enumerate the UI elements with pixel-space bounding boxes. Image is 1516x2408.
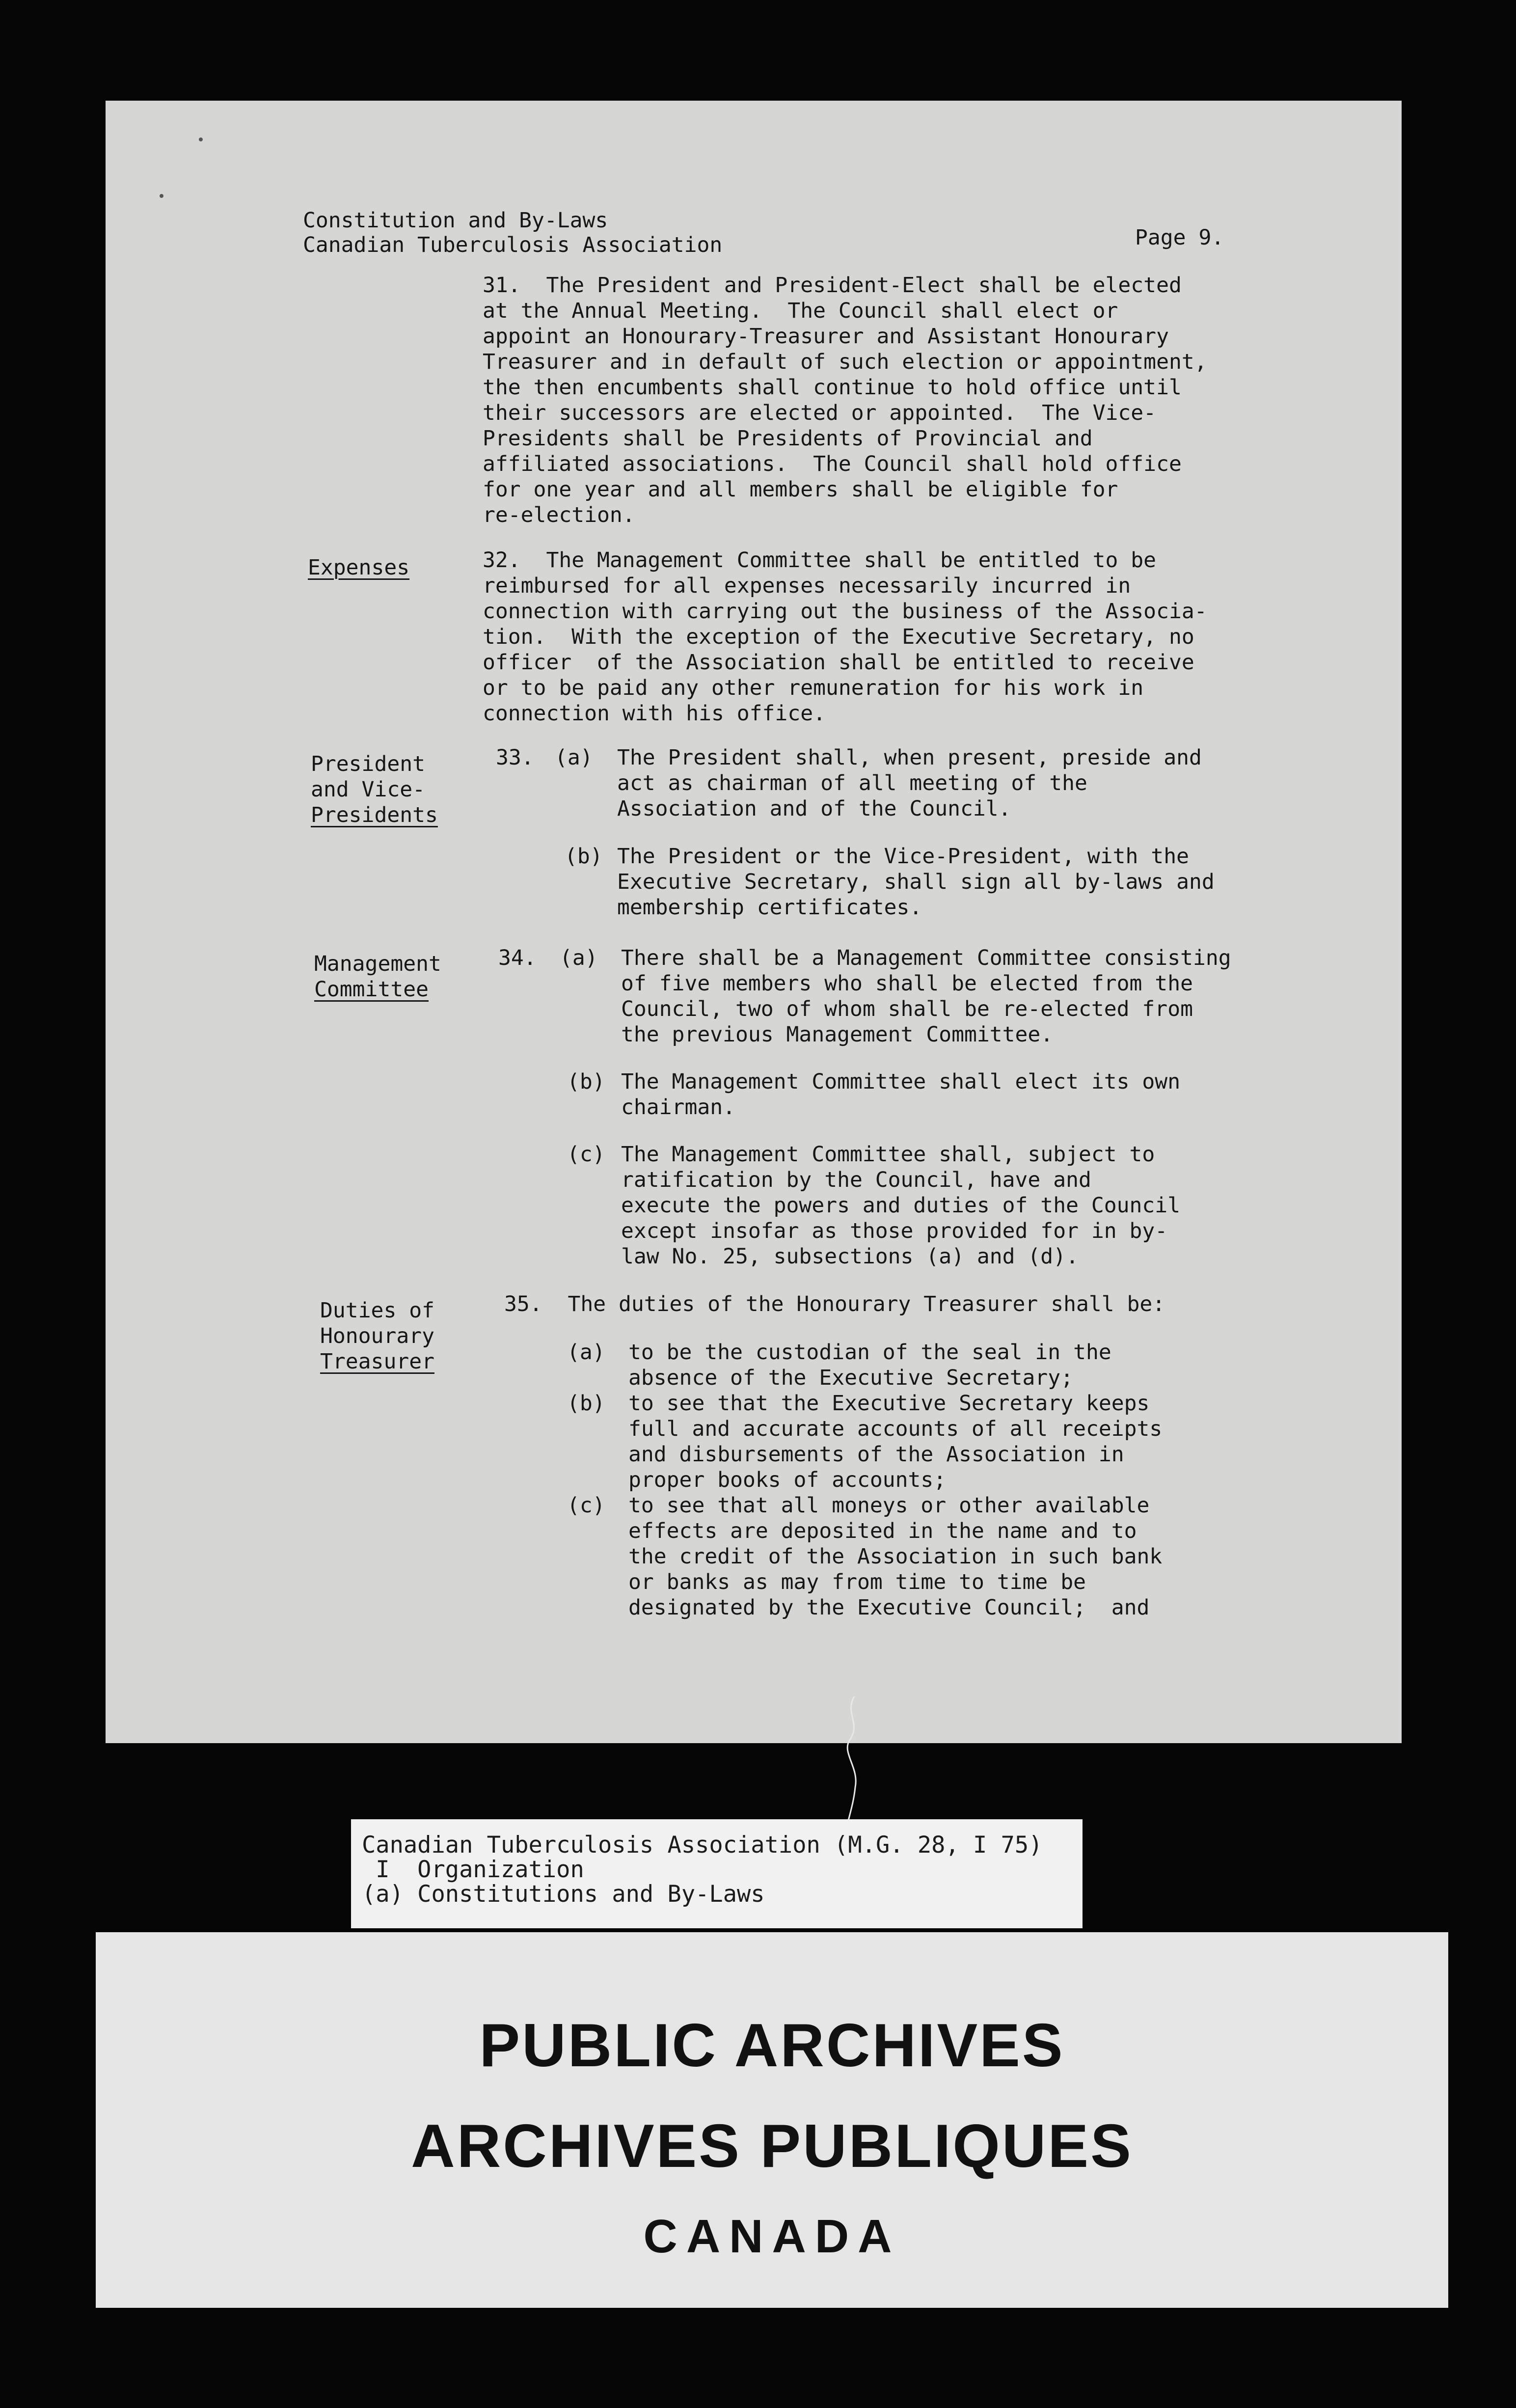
s35-c-mark: (c) — [567, 1493, 605, 1518]
s32-line: 32. The Management Committee shall be entitled to be — [483, 548, 1157, 573]
s34-a-line: of five members who shall be elected from the — [621, 971, 1193, 996]
margin-label-management: Management — [314, 952, 441, 976]
catalog-line: Canadian Tuberculosis Association (M.G. 28, I 75) — [362, 1832, 1043, 1859]
margin-label-duties: Duties of — [320, 1298, 434, 1323]
s35-a-line: to be the custodian of the seal in the — [628, 1340, 1111, 1365]
s35-c-line: the credit of the Association in such bank — [628, 1544, 1163, 1569]
s34-c-line: ratification by the Council, have and — [621, 1168, 1091, 1192]
s32-line: or to be paid any other remuneration for his work in — [483, 676, 1144, 700]
archives-title-en: PUBLIC ARCHIVES — [479, 2012, 1065, 2080]
s31-line: the then encumbents shall continue to hold office until — [483, 375, 1182, 400]
margin-label-duties: Treasurer — [320, 1349, 434, 1374]
s34-a-mark: (a) — [560, 946, 598, 970]
margin-label-president: and Vice- — [311, 777, 425, 802]
s32-line: tion. With the exception of the Executive Secretary, no — [483, 625, 1194, 649]
s35-b-line: full and accurate accounts of all receipts — [628, 1417, 1163, 1441]
s34-a-line: There shall be a Management Committee consisting — [621, 946, 1231, 970]
s33-a-line: act as chairman of all meeting of the — [617, 771, 1087, 795]
s34-c-line: law No. 25, subsections (a) and (d). — [621, 1244, 1079, 1269]
margin-label-duties: Honourary — [320, 1324, 434, 1348]
s31-line: for one year and all members shall be eligible for — [483, 477, 1118, 502]
s31-line: at the Annual Meeting. The Council shall elect or — [483, 299, 1118, 323]
s34-c-line: execute the powers and duties of the Council — [621, 1193, 1181, 1218]
s34-number: 34. — [498, 946, 537, 970]
s35-c-line: effects are deposited in the name and to — [628, 1519, 1137, 1543]
s34-a-line: Council, two of whom shall be re-elected from — [621, 997, 1193, 1021]
s31-line: 31. The President and President-Elect shall be elected — [483, 273, 1182, 298]
speck — [160, 194, 163, 198]
s35-b-line: and disbursements of the Association in — [628, 1442, 1124, 1467]
s32-line: connection with carrying out the business of the Associa- — [483, 599, 1207, 624]
s31-line: re-election. — [483, 503, 635, 527]
speck — [199, 137, 203, 141]
s35-a-mark: (a) — [567, 1340, 605, 1365]
s33-b-line: Executive Secretary, shall sign all by-laws and — [617, 870, 1215, 894]
s34-c-line: The Management Committee shall, subject to — [621, 1142, 1155, 1167]
margin-label-president: Presidents — [311, 803, 438, 827]
s32-line: reimbursed for all expenses necessarily incurred in — [483, 574, 1131, 598]
s31-line: affiliated associations. The Council shall hold office — [483, 452, 1182, 476]
s35-b-line: proper books of accounts; — [628, 1468, 947, 1492]
page-number: Page 9. — [1135, 225, 1224, 250]
margin-label-president: President — [311, 752, 425, 776]
s31-line: appoint an Honourary-Treasurer and Assistant Honourary — [483, 324, 1169, 349]
s33-b-mark: (b) — [565, 844, 603, 869]
archives-country: CANADA — [643, 2210, 901, 2263]
archives-title-fr: ARCHIVES PUBLIQUES — [411, 2112, 1133, 2180]
catalog-label — [351, 1819, 1083, 1928]
s31-line: their successors are elected or appointed. The Vice- — [483, 401, 1157, 425]
s35-b-line: to see that the Executive Secretary keeps — [628, 1391, 1150, 1416]
s35-c-line: or banks as may from time to time be — [628, 1570, 1086, 1594]
s34-c-line: except insofar as those provided for in by- — [621, 1219, 1168, 1243]
s35-intro: 35. The duties of the Honourary Treasurer shall be: — [504, 1292, 1165, 1316]
s33-a-mark: (a) — [555, 745, 593, 770]
s34-b-line: chairman. — [621, 1095, 735, 1120]
s33-b-line: The President or the Vice-President, with the — [617, 844, 1189, 869]
document-page — [106, 101, 1402, 1743]
s31-line: Presidents shall be Presidents of Provincial and — [483, 426, 1093, 451]
s32-line: officer of the Association shall be entitled to receive — [483, 650, 1194, 675]
s31-line: Treasurer and in default of such election or appointment, — [483, 350, 1207, 374]
s34-a-line: the previous Management Committee. — [621, 1022, 1054, 1047]
s35-c-line: to see that all moneys or other available — [628, 1493, 1150, 1518]
s33-a-line: The President shall, when present, preside and — [617, 745, 1202, 770]
s33-b-line: membership certificates. — [617, 895, 922, 920]
s35-c-line: designated by the Executive Council; and — [628, 1595, 1150, 1620]
catalog-line: (a) Constitutions and By-Laws — [362, 1881, 765, 1908]
s34-c-mark: (c) — [567, 1142, 605, 1167]
catalog-line: I Organization — [362, 1856, 584, 1883]
s35-a-line: absence of the Executive Secretary; — [628, 1366, 1074, 1390]
header-subtitle: Canadian Tuberculosis Association — [303, 233, 723, 257]
s35-b-mark: (b) — [567, 1391, 605, 1416]
header-title: Constitution and By-Laws — [303, 208, 608, 233]
archives-banner — [96, 1932, 1448, 2308]
s34-b-mark: (b) — [567, 1069, 605, 1094]
s33-a-line: Association and of the Council. — [617, 796, 1011, 821]
s34-b-line: The Management Committee shall elect its own — [621, 1069, 1181, 1094]
s32-line: connection with his office. — [483, 701, 826, 726]
s33-number: 33. — [496, 745, 534, 770]
margin-label-expenses: Expenses — [308, 555, 410, 580]
margin-label-management: Committee — [314, 977, 429, 1002]
